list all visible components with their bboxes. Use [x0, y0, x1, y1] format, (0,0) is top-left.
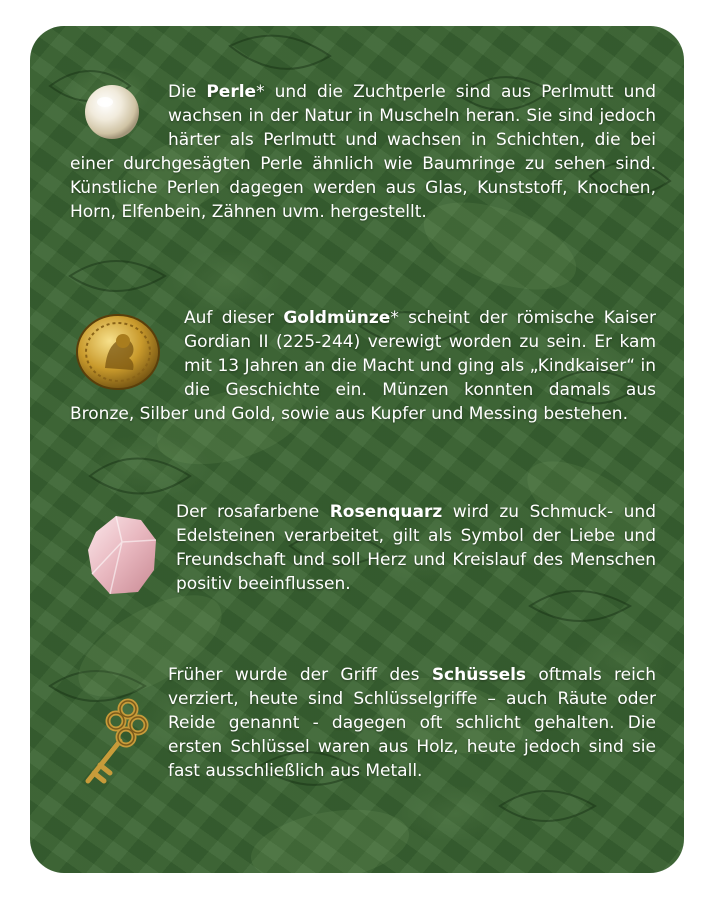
- coin-description: [70, 306, 656, 426]
- coin-name: Goldmünze: [283, 308, 391, 328]
- key-description: [70, 663, 656, 803]
- pearl-text-post: * und die Zuchtperle sind aus Perlmutt und wachsen in der Natur in Muscheln heran. Sie sind jedoch härter als Perlmutt und wachsen in Schichten, die bei einer durchgesägten Perle ähnlich wie Baumringe zu sehen sind. Künstliche Perlen dagegen werden aus Glas, Kunststoff, Knochen, Horn, Elfenbein, Zähnen uvm. hergestellt.: [70, 82, 656, 222]
- quartz-description: [70, 500, 656, 610]
- pearl-text-pre: Die: [168, 82, 207, 102]
- icon-spacer: [70, 306, 184, 402]
- icon-spacer: [70, 80, 168, 150]
- quartz-name: Rosenquarz: [329, 502, 443, 522]
- pearl-name: Perle: [206, 82, 257, 102]
- icon-spacer: [70, 663, 168, 803]
- key-text-post: oftmals reich verziert, heute sind Schlüsselgriffe – auch Räute oder Reide genannt - dagegen oft schlicht gehalten. Die ersten Schlüssel waren aus Holz, heute jedoch sind sie fast ausschließlich aus Metall.: [168, 665, 656, 781]
- quartz-text-pre: Der rosafarbene: [176, 502, 330, 522]
- icon-spacer: [70, 500, 176, 610]
- quartz-text-post: wird zu Schmuck- und Edelsteinen verarbeitet, gilt als Symbol der Liebe und Freundschaft und soll Herz und Kreislauf des Menschen positiv beeinflussen.: [176, 502, 656, 594]
- pearl-description: [70, 80, 656, 224]
- coin-text-pre: Auf dieser: [184, 308, 284, 328]
- coin-text-post: * scheint der römische Kaiser Gordian II (225-244) verewigt worden zu sein. Er kam mit 13 Jahren an die Macht und ging als „Kindkaiser“ in die Geschichte ein. Münzen konnten damals aus Bronze, Silber und Gold, sowie aus Kupfer und Messing bestehen.: [70, 308, 656, 424]
- info-card: [30, 26, 684, 873]
- key-name: Schüssels: [431, 665, 527, 685]
- key-text-pre: Früher wurde der Griff des: [168, 665, 432, 685]
